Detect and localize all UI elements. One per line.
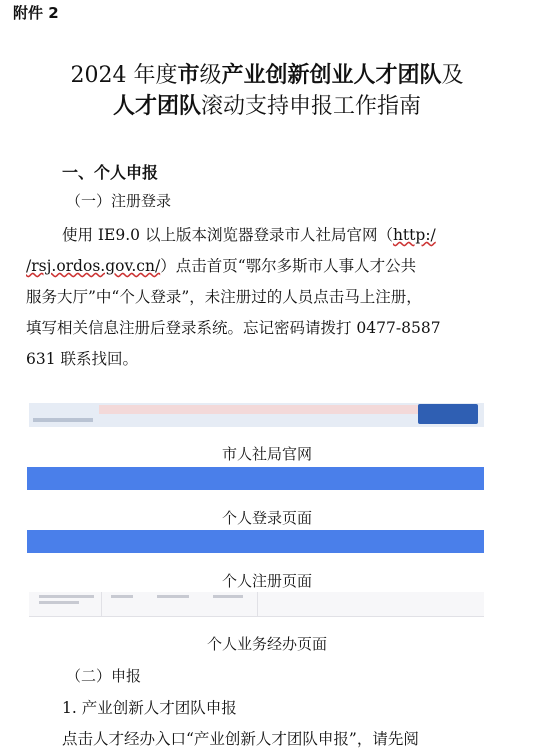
url-strip (33, 418, 93, 422)
title-part: 滚动支持申报工作指南 (201, 94, 422, 119)
menu-text-line (39, 601, 79, 604)
section-heading: 一、个人申报 (62, 163, 159, 182)
website-screenshot (29, 403, 484, 427)
divider (101, 592, 102, 616)
website-link[interactable]: /rsj.ordos.gov.cn/ (26, 257, 161, 275)
menu-text-line (157, 595, 189, 598)
figure-caption: 个人注册页面 (221, 572, 312, 590)
menu-text-line (213, 595, 243, 598)
text: ）点击首页“鄂尔多斯市人事人才公共 (160, 257, 417, 275)
paragraph-line: 填写相关信息注册后登录系统。忘记密码请拨打 0477-8587 (26, 319, 441, 337)
title-part: 及 (441, 63, 464, 88)
menu-text-line (111, 595, 133, 598)
paragraph (26, 220, 492, 375)
paragraph-line: 631 联系找回。 (26, 350, 139, 368)
item-heading: 1. 产业创新人才团队申报 (62, 699, 237, 717)
text: 使用 IE9.0 以上版本浏览器登录市人社局官网（ (62, 226, 393, 244)
title-part: 人才团队 (112, 93, 201, 119)
website-link[interactable]: http:/ (392, 226, 436, 244)
banner-strip (99, 405, 419, 414)
menu-text-line (39, 595, 94, 598)
paragraph: 点击人才经办入口“产业创新人才团队申报”，请先阅 (62, 730, 419, 748)
divider (257, 592, 258, 616)
title-part: 产业创新创业人才团队 (221, 62, 442, 88)
registration-page-screenshot (27, 530, 484, 553)
subsection-heading: （一）注册登录 (66, 192, 172, 210)
figure-caption: 个人业务经办页面 (206, 635, 327, 653)
figure-caption: 个人登录页面 (221, 509, 312, 527)
title-year: 2024 年度 (70, 63, 178, 88)
subsection-heading: （二）申报 (66, 667, 142, 685)
document-title-line2 (0, 89, 534, 120)
paragraph-line (26, 251, 492, 282)
figure-caption: 市人社局官网 (221, 445, 312, 463)
service-hall-button-image (418, 404, 478, 424)
title-part: 市 (177, 62, 200, 88)
login-page-screenshot (27, 467, 484, 490)
title-part: 级 (199, 63, 222, 88)
paragraph-line: 服务大厅”中“个人登录”，未注册过的人员点击马上注册， (26, 288, 422, 306)
paragraph-line (26, 220, 492, 251)
document-title-line1 (0, 58, 534, 89)
attachment-label: 附件 2 (13, 4, 59, 22)
business-page-screenshot (29, 592, 484, 617)
